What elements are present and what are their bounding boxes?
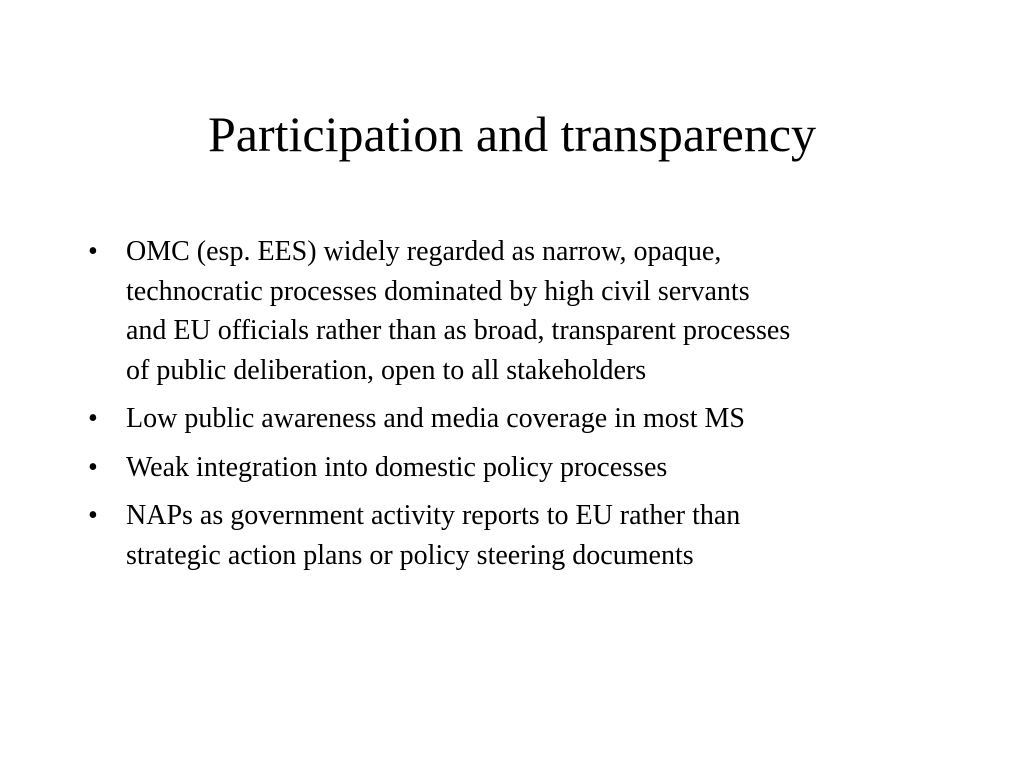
bullet-icon: • (88, 500, 98, 531)
bullet-icon: • (88, 236, 98, 267)
bullet-item (80, 496, 960, 575)
bullet-item (80, 399, 960, 439)
bullet-text-line: of public deliberation, open to all stakeholders (126, 354, 647, 386)
bullet-icon: • (88, 403, 98, 434)
bullet-text-line: technocratic processes dominated by high civil servants (126, 275, 750, 307)
bullet-item (80, 448, 960, 488)
bullet-icon: • (88, 451, 98, 483)
slide-title: Participation and transparency (207, 106, 817, 162)
bullet-list (80, 232, 960, 584)
bullet-item (80, 232, 960, 390)
bullet-text-line: Weak integration into domestic policy processes (126, 451, 668, 483)
bullet-text-line: Low public awareness and media coverage in most MS (126, 403, 745, 434)
bullet-text-line: strategic action plans or policy steering documents (126, 539, 694, 571)
bullet-text-line: OMC (esp. EES) widely regarded as narrow, opaque, (126, 236, 722, 267)
bullet-text-line: NAPs as government activity reports to EU rather than (126, 500, 741, 531)
bullet-text-line: and EU officials rather than as broad, transparent processes (126, 315, 791, 346)
